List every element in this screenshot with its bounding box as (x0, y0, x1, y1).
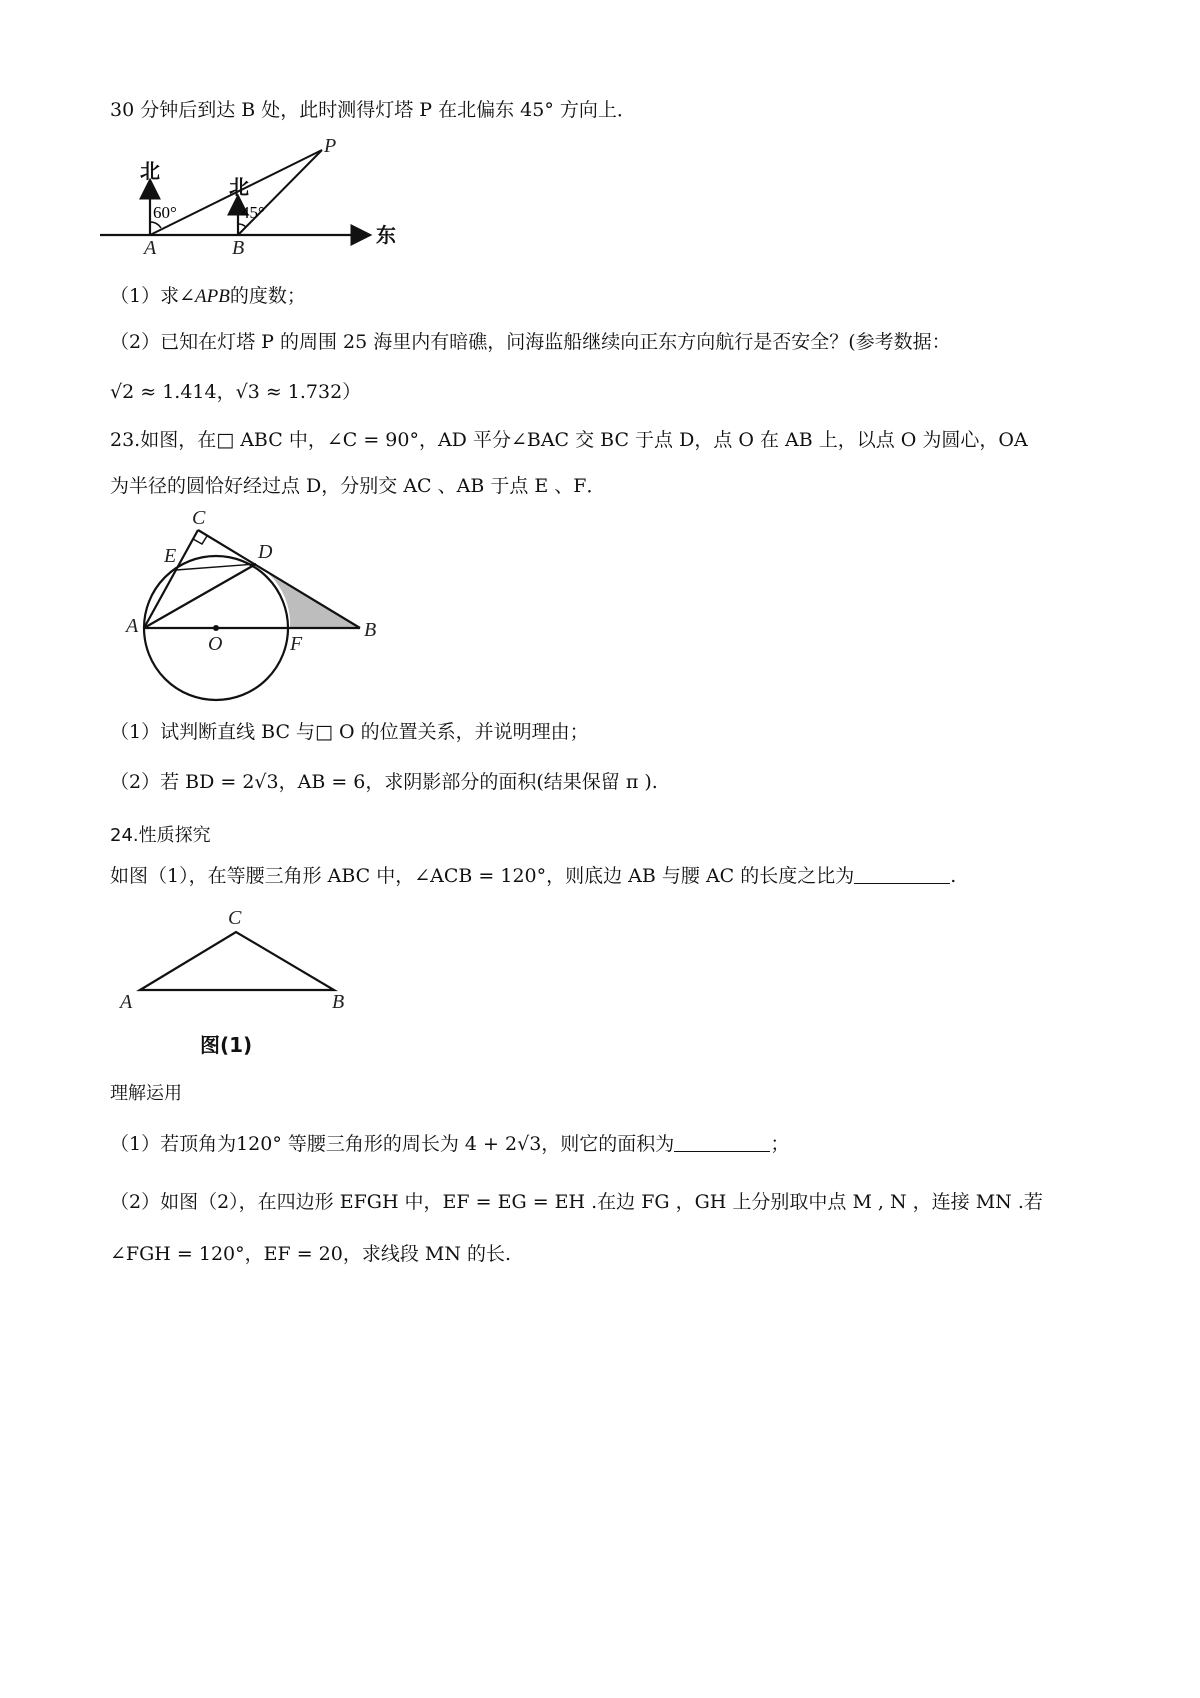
triangle-abc (140, 932, 334, 990)
answer-blank-ratio[interactable] (854, 863, 950, 884)
segment-cb (198, 530, 360, 628)
segment-bp (238, 150, 322, 235)
center-dot-o (213, 625, 219, 631)
q24-figure-1 (118, 904, 368, 1064)
q22-part1-prefix: （1）求 (110, 285, 180, 307)
angle-arc-b (238, 224, 246, 227)
point-b-label: B (232, 237, 245, 259)
q23-line2: 为半径的圆恰好经过点 D，分别交 AC 、AB 于点 E 、F． (110, 475, 606, 497)
q22-part1-suffix: 的度数； (229, 285, 306, 307)
q22-part1-angle: ∠APB (179, 286, 230, 307)
q24-part1-text: （1）若顶角为120° 等腰三角形的周长为 4 + 2√3，则它的面积为 (110, 1133, 675, 1155)
q24-part2-line1: （2）如图（2），在四边形 EFGH 中，EF = EG = EH .在边 FG ，GH 上分别取中点 M , N ，连接 MN .若 (110, 1191, 1043, 1213)
label-e: E (164, 545, 177, 567)
label-a: A (120, 991, 133, 1013)
q24-part1-end: ； (770, 1133, 790, 1155)
q24-intro-text: 如图（1），在等腰三角形 ABC 中，∠ACB = 120°，则底边 AB 与腰 AC 的长度之比为 (110, 865, 855, 887)
east-label: 东 (376, 223, 396, 247)
north-label-b: 北 (229, 175, 249, 199)
q24-intro (110, 862, 956, 890)
label-d: D (258, 541, 273, 563)
q22-part2: （2）已知在灯塔 P 的周围 25 海里内有暗礁，问海监船继续向正东方向航行是否安全？(参考数据： (110, 331, 951, 353)
q24-apply-title: 理解运用 (110, 1083, 182, 1104)
angle-label-a: 60° (153, 203, 177, 222)
label-c: C (228, 907, 242, 929)
q24-intro-end: . (950, 865, 957, 887)
point-p-label: P (324, 135, 337, 157)
q23-figure (120, 506, 400, 706)
q24-title: 24.性质探究 (110, 825, 211, 846)
segment-ed (176, 564, 256, 570)
label-b: B (332, 991, 345, 1013)
q24-part1 (110, 1130, 789, 1158)
north-label-a: 北 (140, 159, 160, 183)
point-a-label: A (144, 237, 157, 259)
figure-caption: 图(1) (200, 1033, 253, 1057)
q22-intro: 30 分钟后到达 B 处，此时测得灯塔 P 在北偏东 45° 方向上． (110, 99, 636, 121)
label-o: O (208, 633, 223, 655)
label-a: A (126, 615, 139, 637)
q23-line1: 23.如图，在□ ABC 中，∠C = 90°，AD 平分∠BAC 交 BC 于点 D，点 O 在 AB 上，以点 O 为圆心，OA (110, 429, 1028, 451)
angle-label-b: 45° (241, 203, 265, 222)
q24-part2-line2: ∠FGH = 120°，EF = 20，求线段 MN 的长. (110, 1243, 512, 1265)
q22-figure (100, 135, 420, 260)
q22-reference-data: √2 ≈ 1.414，√3 ≈ 1.732） (110, 381, 362, 403)
q22-part1 (110, 282, 306, 311)
answer-blank-area[interactable] (674, 1131, 770, 1152)
label-b: B (364, 619, 377, 641)
q23-part1: （1）试判断直线 BC 与□ O 的位置关系，并说明理由； (110, 721, 589, 743)
label-c: C (192, 507, 206, 529)
label-f: F (290, 633, 303, 655)
angle-arc-a (150, 222, 161, 228)
q23-part2: （2）若 BD = 2√3，AB = 6，求阴影部分的面积(结果保留 π ). (110, 771, 658, 793)
